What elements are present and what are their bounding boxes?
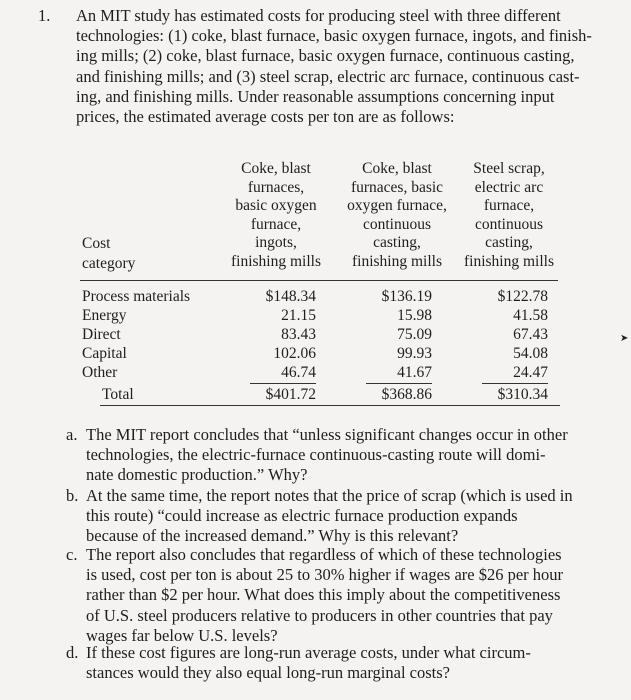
sum-underline	[366, 383, 432, 384]
subquestion-line: of U.S. steel producers relative to producers in other countries that pay	[86, 605, 553, 625]
cell-value: 41.67	[397, 364, 432, 381]
subquestion-line: stances would they also equal long-run marginal costs?	[86, 663, 450, 683]
subquestion-line: rather than $2 per hour. What does this imply about the competitiveness	[86, 585, 561, 605]
question-line: technologies: (1) coke, blast furnace, basic oxygen furnace, ingots, and finish-	[76, 26, 592, 46]
question-text	[76, 6, 596, 127]
subquestion-line: this route) “could increase as electric furnace production expands	[86, 506, 518, 526]
question-number: 1.	[38, 6, 51, 25]
row-label: Energy	[82, 307, 127, 324]
cell-value: 41.58	[513, 307, 548, 324]
table-row	[80, 306, 560, 325]
table-bottom-rule	[100, 405, 560, 406]
table-row	[80, 287, 560, 306]
cell-value: $136.19	[381, 288, 432, 305]
subquestion-line: wages far below U.S. levels?	[86, 625, 278, 645]
subquestion-line: is used, cost per ton is about 25 to 30% higher if wages are $26 per hour	[86, 565, 564, 585]
cell-value: $310.34	[497, 386, 548, 403]
sum-underline	[482, 383, 548, 384]
column-header-continuous-casting: Coke, blast furnaces, basic oxygen furnace, continuous casting, finishing mills	[347, 160, 447, 270]
column-header-ingots: Coke, blast furnaces, basic oxygen furnace, ingots, finishing mills	[231, 160, 321, 270]
question-line: An MIT study has estimated costs for producing steel with three different	[76, 6, 561, 25]
cell-value: 46.74	[281, 364, 316, 381]
cell-value: 99.93	[397, 345, 432, 362]
cell-value: $148.34	[265, 288, 316, 305]
subquestion-letter: a.	[66, 425, 78, 444]
cell-value: 24.47	[513, 364, 548, 381]
cell-value: 102.06	[273, 345, 316, 362]
subquestion-letter: b.	[66, 486, 79, 505]
cell-value: 75.09	[397, 326, 432, 343]
cost-category-header: Cost category	[82, 235, 136, 272]
header-rule	[80, 280, 558, 281]
subquestion-line: If these cost figures are long-run average costs, under what circum-	[86, 643, 531, 662]
question-line: and finishing mills; and (3) steel scrap, electric arc furnace, continuous cast-	[76, 66, 580, 86]
column-header-steel-scrap: Steel scrap, electric arc furnace, continuous casting, finishing mills	[464, 160, 554, 270]
subquestion-line: because of the increased demand.” Why is this relevant?	[86, 526, 459, 546]
cell-value: 67.43	[513, 326, 548, 343]
cell-value: $122.78	[497, 288, 548, 305]
cell-value: 54.08	[513, 345, 548, 362]
table-row	[80, 363, 560, 382]
row-label: Process materials	[82, 288, 191, 305]
subquestion-letter: d.	[66, 643, 79, 662]
cell-value: 15.98	[397, 307, 432, 324]
subquestion-line: nate domestic production.” Why?	[86, 465, 308, 485]
cursor-arrow-icon: ➤	[620, 333, 629, 344]
row-label: Direct	[82, 326, 121, 343]
subquestion-line: technologies, the electric-furnace continuous-casting route will domi-	[86, 445, 546, 465]
cell-value: 83.43	[281, 326, 316, 343]
cell-value: $368.86	[381, 386, 432, 403]
subquestion-line: The MIT report concludes that “unless significant changes occur in other	[86, 425, 568, 444]
row-label: Other	[82, 364, 118, 381]
table-row	[80, 325, 560, 344]
subquestion-letter: c.	[66, 545, 78, 564]
table-row-total	[80, 385, 560, 404]
table-row	[80, 344, 560, 363]
row-label: Capital	[82, 345, 127, 362]
question-line: ing, and finishing mills. Under reasonable assumptions concerning input	[76, 86, 555, 106]
subquestion-line: At the same time, the report notes that the price of scrap (which is used in	[86, 486, 573, 505]
question-line: ing mills; (2) coke, blast furnace, basic oxygen furnace, continuous casting,	[76, 46, 575, 66]
subquestion-line: The report also concludes that regardless of which of these technologies	[86, 545, 562, 564]
question-line: prices, the estimated average costs per ton are as follows:	[76, 107, 455, 127]
cell-value: 21.15	[281, 307, 316, 324]
row-label: Total	[102, 386, 134, 403]
sum-underline	[250, 383, 316, 384]
cell-value: $401.72	[265, 386, 316, 403]
